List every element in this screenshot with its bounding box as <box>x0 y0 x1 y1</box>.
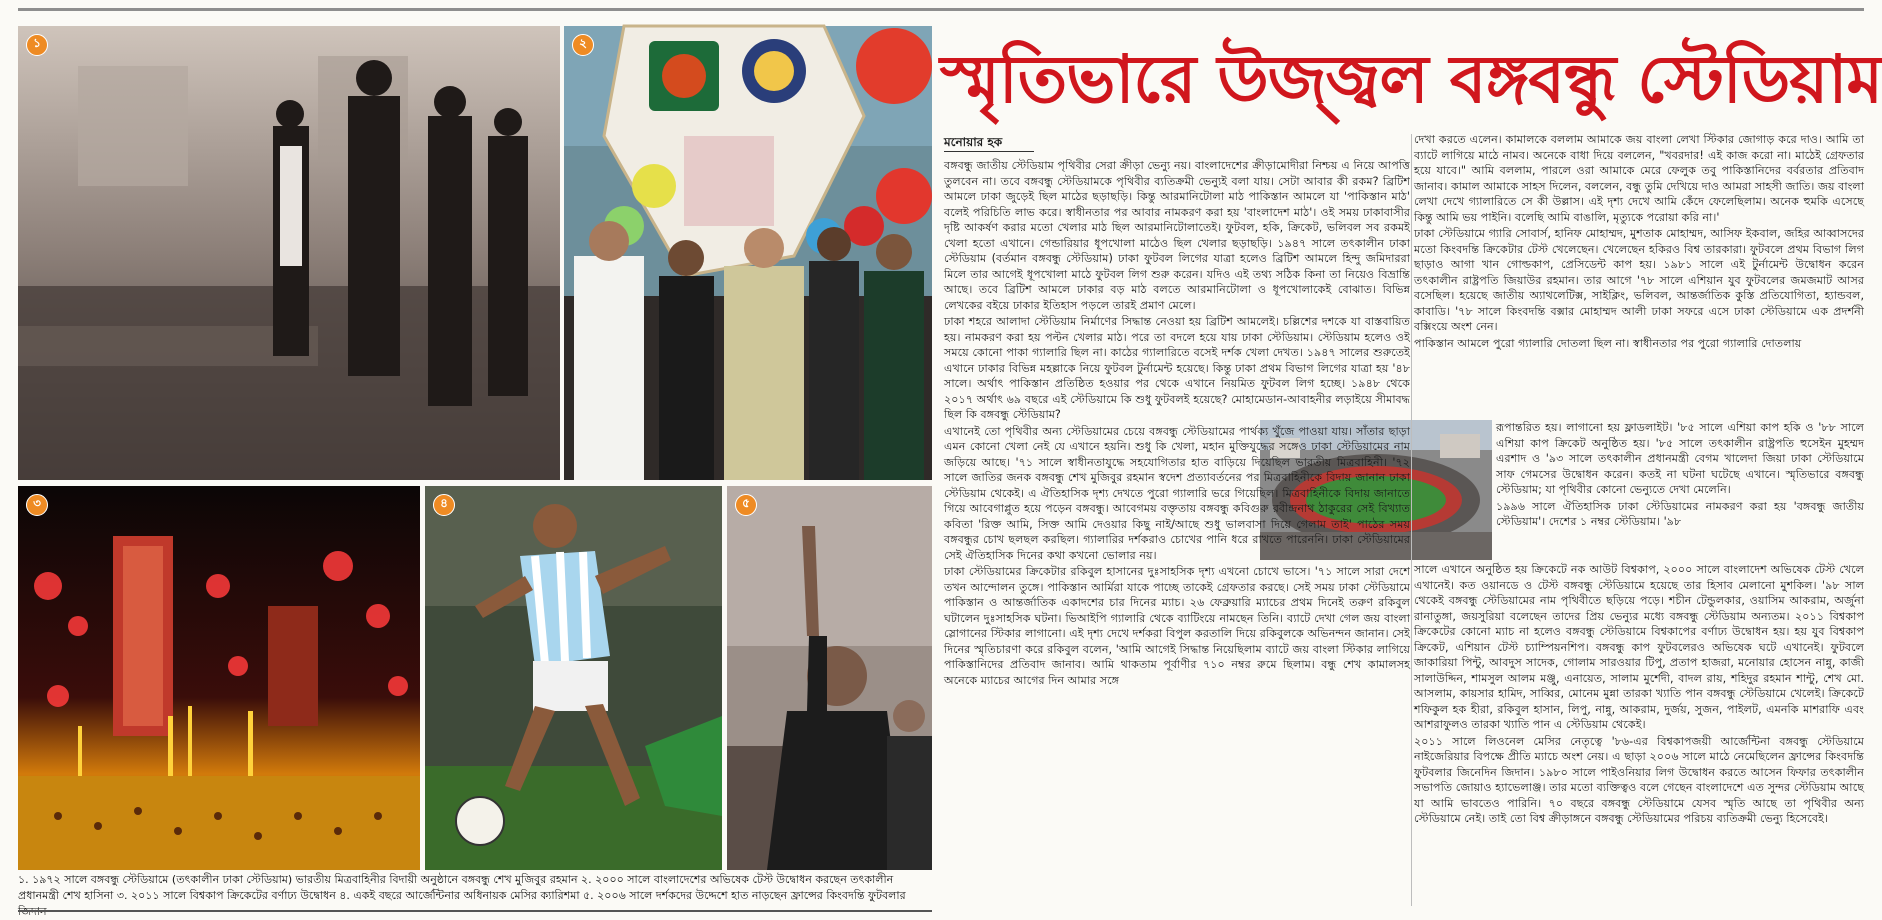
photo-ceremony-image <box>18 26 560 480</box>
photo-number-badge: ৫ <box>735 494 757 516</box>
photo-footballer <box>425 486 722 870</box>
caption-rule <box>18 910 932 912</box>
article-column-2-beside-photo <box>1496 420 1864 560</box>
article-paragraph: দেখা করতে এলেন। কামালকে বললাম আমাকে জয় বাংলা লেখা স্টিকার জোগাড় করে দাও। আমি তা ব্যাটে লাগিয়ে মাঠে নামব। অনেকে বাধা দিয়ে বললেন, "খবরদার! এই কাজ করো না। মাঠেই গ্রেফতার হয়ে যাবে।" আমি বললাম, পারলে ওরা আমাকে মেরে ফেলুক তবু পাকিস্তানিদের বর্বরতার প্রতিবাদ জানাব। কামাল আমাকে সাহস দিলেন, বললেন, বন্ধু তুমি দেখিয়ে দাও আমরা সাহসী জাতি। জয় বাংলা লেখা দেখে গ্যালারিতে সে কী উল্লাস। এই দৃশ্য দেখে আমি কেঁদে ফেলেছিলাম। অনেক হুমকি এসেছে কিন্তু আমি ভয় পাইনি। বলেছি আমি বাঙালি, মৃত্যুকে পরোয়া করি না।' <box>1414 133 1864 224</box>
photo-captions: ১. ১৯৭২ সালে বঙ্গবন্ধু স্টেডিয়ামে (তৎকালীন ঢাকা স্টেডিয়াম) ভারতীয় মিত্রবাহিনীর বিদায়ী অনুষ্ঠানে বঙ্গবন্ধু শেখ মুজিবুর রহমান ২. ২০০০ সালে বাংলাদেশের অভিষেক টেস্ট উদ্বোধন করছেন তৎকালীন প্রধানমন্ত্রী শেখ হাসিনা ৩. ২০১১ সালে বিশ্বকাপ ক্রিকেটের বর্ণাঢ্য উদ্বোধন ৪. একই বছরে আর্জেন্টিনার অধিনায়ক মেসির ক্যারিশমা ৫. ২০০৬ সালে দর্শকদের উদ্দেশে হাত নাড়ছেন ফ্রান্সের কিংবদন্তি ফুটবলার <box>18 873 906 902</box>
article-paragraph: ১৯৯৬ সালে ঐতিহাসিক ঢাকা স্টেডিয়ামের নামকরণ করা হয় 'বঙ্গবন্ধু জাতীয় স্টেডিয়াম'। দেশের ১ নম্বর স্টেডিয়াম। '৯৮ <box>1496 499 1864 528</box>
article-column-2-top <box>1414 132 1864 418</box>
photo-inauguration <box>564 26 932 480</box>
article-column-2-bottom <box>1414 562 1864 908</box>
photo-number-badge: ৩ <box>26 494 48 516</box>
photo-fireworks <box>18 486 420 870</box>
photo-inauguration-image <box>564 26 932 480</box>
photo-footballer-image <box>425 486 722 870</box>
article-paragraph: ২০১১ সালে লিওনেল মেসির নেতৃত্বে '৮৬-এর বিশ্বকাপজয়ী আর্জেন্টিনা বঙ্গবন্ধু স্টেডিয়ামে নাইজেরিয়ার বিপক্ষে প্রীতি ম্যাচে অংশ নেয়। এ ছাড়া ২০০৬ সালে মাঠে নেমেছিলেন ফ্রান্সের কিংবদন্তি ফুটবলার জিনেদিন জিদান। ১৯৮০ সালে পাইওনিয়ার লিগ উদ্বোধন করতে আসেন ফিফার তৎকালীন সভাপতি জোয়াও হ্যাভেলাঞ্জ। তার মতো ব্যক্তিত্বও বলে গেছেন বাংলাদেশে এত সুন্দর স্টেডিয়াম আছে যা আমি ভাবতেও পারিনি। ৭০ বছরে বঙ্গবন্ধু স্টেডিয়ামে যেসব স্মৃতি আছে তা পৃথিবীর অন্য স্টেডিয়ামে নেই। তাই তো বিশ্ব ক্রীড়াঙ্গনে বঙ্গবন্ধু স্টেডিয়ামের পরিচয় ব্যতিক্রমী ভেন্যু হিসেবেই। <box>1414 734 1864 825</box>
photo-waving-player-image <box>727 486 932 870</box>
column-divider <box>1411 134 1412 906</box>
article-paragraph: ঢাকা স্টেডিয়ামে গ্যারি সোবার্স, হানিফ মোহাম্মদ, মুশতাক মোহাম্মদ, আসিফ ইকবাল, জহির আব্বাসদের মতো কিংবদন্তি ক্রিকেটার টেস্ট খেলেছেন। খেলেছেন হকিরও বিশ্ব তারকারা। ফুটবলে প্রথম বিভাগ লিগ ছাড়াও আগা খান গোল্ডকাপ, প্রেসিডেন্ট কাপ হয়। ১৯৮১ সালে এই টুর্নামেন্ট উদ্বোধন করেন তৎকালীন রাষ্ট্রপতি জিয়াউর রহমান। তার আগে '৭৮ সালে এশিয়ান যুব ফুটবলের জমজমাট আসর বসেছিল। হয়েছে জাতীয় অ্যাথলেটিক্স, সাইক্লিং, ভলিবল, আন্তর্জাতিক কুস্তি প্রতিযোগিতা, হ্যান্ডবল, কাবাডি। '৭৮ সালে কিংবদন্তি বক্সার মোহাম্মদ আলী ঢাকা সফরে এসে ঢাকা স্টেডিয়ামে এক প্রদর্শনী বক্সিংয়ে অংশ নেন। <box>1414 227 1864 333</box>
photo-number-badge: ৪ <box>433 494 455 516</box>
article-column-1 <box>944 158 1410 908</box>
photo-ceremony <box>18 26 560 480</box>
top-rule <box>18 8 1864 11</box>
photo-number-badge: ২ <box>572 34 594 56</box>
photo-number-badge: ১ <box>26 34 48 56</box>
article-paragraph: পাকিস্তান আমলে পুরো গ্যালারি দোতলা ছিল না। স্বাধীনতার পর পুরো গ্যালারি দোতলায় <box>1414 336 1802 350</box>
byline: মনোয়ার হক <box>944 134 1034 152</box>
article-paragraph: ঢাকা শহরে আলাদা স্টেডিয়াম নির্মাণের সিদ্ধান্ত নেওয়া হয় ব্রিটিশ আমলেই। চল্লিশের দশকে যা বাস্তবায়িত হয়। নামকরণ করা হয় পল্টন খেলার মাঠ। পরে তা বদলে হয়ে যায় ঢাকা স্টেডিয়াম। স্টেডিয়াম হলেও ওই সময়ে কোনো পাকা গ্যালারি ছিল না। কাঠের গ্যালারিতে বসেই দর্শক খেলা দেখত। ১৯৪৭ সালের শুরুতেই এখানে ঢাকার বিভিন্ন মহল্লাকে নিয়ে ফুটবল টুর্নামেন্ট হয়েছে। কিন্তু ঢাকা প্রথম বিভাগ লিগের যাত্রা হয় '৪৮ সালে। অর্থাৎ পাকিস্তান প্রতিষ্ঠিত হওয়ার পর থেকে এখানে নিয়মিত ফুটবল লিগ হচ্ছে। ১৯৪৮ থেকে ২০১৭ অর্থাৎ ৬৯ বছরে এই স্টেডিয়ামে কি শুধু ফুটবলই হয়েছে? মোহামেডান-আবাহনীর লড়াইয়ে সীমাবদ্ধ ছিল কি বঙ্গবন্ধু স্টেডিয়াম? <box>944 315 1410 421</box>
article-paragraph: এখানেই তো পৃথিবীর অন্য স্টেডিয়ামের চেয়ে বঙ্গবন্ধু স্টেডিয়ামের পার্থক্য খুঁজে পাওয়া যায়। সাঁতার ছাড়া এমন কোনো খেলা নেই যে এখানে হয়নি। শুধু কি খেলা, মহান মুক্তিযুদ্ধের সঙ্গেও ঢাকা স্টেডিয়ামের নাম জড়িয়ে আছে। '৭১ সালে স্বাধীনতাযুদ্ধে সহযোগিতার হাত বাড়িয়ে দিয়েছিল ভারতীয় মিত্রবাহিনী। '৭২ সালে জাতির জনক বঙ্গবন্ধু শেখ মুজিবুর রহমান স্বদেশ প্রত্যাবর্তনের পর মিত্রবাহিনীকে বিদায় জানান ঢাকা স্টেডিয়াম থেকেই। এ ঐতিহাসিক দৃশ্য দেখতে পুরো গ্যালারি ভরে গিয়েছিল। মিত্রবাহিনীকে বিদায় জানাতে গিয়ে আবেগাপ্লুত হয়ে পড়েন বঙ্গবন্ধু। আবেগময় বক্তৃতায় বঙ্গবন্ধু কবিগুরু রবীন্দ্রনাথ ঠাকুরের সেই বিখ্যাত কবিতা 'রিক্ত আমি, সিক্ত আমি দেওয়ার কিছু নাই/আছে শুধু ভালবাসা দিয়ে গেলাম তাই' পাঠের সময় বঙ্গবন্ধুর চোখ ছলছল করছিল। গ্যালারির দর্শকরাও চোখের পানি ধরে রাখতে পারেননি। ঢাকা স্টেডিয়ামের সেই ঐতিহাসিক দিনের কথা কখনো ভোলার নয়। <box>944 424 1410 562</box>
article-paragraph: ঢাকা স্টেডিয়ামের ক্রিকেটার রকিবুল হাসানের দুঃসাহসিক দৃশ্য এখনো চোখে ভাসে। '৭১ সালে সারা দেশে তখন আন্দোলন তুঙ্গে। পাকিস্তান আর্মিরা যাকে পাচ্ছে তাকেই গ্রেফতার করছে। সেই সময় ঢাকা স্টেডিয়ামে পাকিস্তান ও আন্তর্জাতিক একাদশের চার দিনের ম্যাচ। ২৬ ফেব্রুয়ারি ম্যাচের প্রথম দিনেই তরুণ রকিবুল ঘটালেন দুঃসাহসিক ঘটনা। ভিআইপি গ্যালারি থেকে ব্যাটিংয়ে নামছেন তিনি। ব্যাটে দেখা গেল জয় বাংলা স্লোগানের স্টিকার লাগানো। এই দৃশ্য দেখে দর্শকরা বিপুল করতালি দিয়ে রকিবুলকে অভিনন্দন জানান। সেই দিনের স্মৃতিচারণা করে রকিবুল বলেন, 'আমি আগেই সিদ্ধান্ত নিয়েছিলাম ব্যাটে জয় বাংলা স্টিকার লাগিয়ে পাকিস্তানিদের প্রতিবাদ জানাব। আমি থাকতাম পূর্বাণীর ৭১০ নম্বর রুমে ছিলাম। বন্ধু শেখ কামালসহ অনেকে ম্যাচের আগের দিন আমার সঙ্গে <box>944 565 1410 687</box>
article-paragraph: বঙ্গবন্ধু জাতীয় স্টেডিয়াম পৃথিবীর সেরা ক্রীড়া ভেন্যু নয়। বাংলাদেশের ক্রীড়ামোদীরা নিশ্চয় এ নিয়ে আপত্তি তুলবেন না। তবে বঙ্গবন্ধু স্টেডিয়ামকে পৃথিবীর ব্যতিক্রমী ভেন্যুই বলা যায়। সেটা আবার কী রকম? ব্রিটিশ আমলে ঢাকা জুড়েই ছিল মাঠের ছড়াছড়ি। কিন্তু আরমানিটোলা মাঠ পাকিস্তান আমলে যা 'পাকিস্তান মাঠ' বলেই পরিচিতি লাভ করে। স্বাধীনতার পর আবার নামকরণ করা হয় 'বাংলাদেশ মাঠ'। ওই সময় ঢাকাবাসীর দৃষ্টি আকর্ষণ করার মতো খেলার মাঠ ছিল আরমানিটোলাতেই। ফুটবল, হকি, ক্রিকেট, ভলিবল সব রকমই খেলা হতো এখানে। গেন্ডারিয়ার ধূপখোলা মাঠেও ছিল খেলার ছড়াছড়ি। ১৯৪৭ সালে তৎকালীন ঢাকা স্টেডিয়াম (বর্তমান বঙ্গবন্ধু স্টেডিয়াম) ঢাকা ফুটবল লিগের যাত্রা হলেও ব্রিটিশ আমলে হিন্দু জমিদাররা মিলে তার আগেই ধূপখোলা মাঠে ফুটবল লিগ শুরু করেন। যদিও এই তথ্য সঠিক কিনা তা নিয়েও বিভ্রান্তি আছে। তবে ব্রিটিশ আমলে ঢাকার বড় মাঠ বলতে আরমানিটোলা ও ধূপখোলাকেই বোঝাত। বিভিন্ন লেখকের বইয়ে ঢাকার ইতিহাস পড়লে তারই প্রমাণ মেলে। <box>944 159 1410 312</box>
article-paragraph: সালে এখানে অনুষ্ঠিত হয় ক্রিকেটে নক আউট বিশ্বকাপ, ২০০০ সালে বাংলাদেশ অভিষেক টেস্ট খেলে এখানেই। কত ওয়ানডে ও টেস্ট বঙ্গবন্ধু স্টেডিয়ামে হয়েছে তার হিসাব মেলানো মুশকিল। '৯৮ সাল থেকেই বঙ্গবন্ধু স্টেডিয়ামের নাম পৃথিবীতে ছড়িয়ে পড়ে। শচীন টেন্ডুলকার, ওয়াসিম আকরাম, অর্জুনা রানাতুঙ্গা, জয়সুরিয়া বলেছেন তাদের প্রিয় ভেন্যুর মধ্যে বঙ্গবন্ধু স্টেডিয়াম অন্যতম। ২০১১ বিশ্বকাপ ক্রিকেটের কোনো ম্যাচ না হলেও বঙ্গবন্ধু স্টেডিয়ামে বিশ্বকাপের বর্ণাঢ্য উদ্বোধন হয়। হয় যুব বিশ্বকাপ ক্রিকেট, এশিয়ান টেস্ট চ্যাম্পিয়নশিপ। বঙ্গবন্ধু কাপ ফুটবলেরও অভিষেক ঘটে এখানেই। ফুটবলে জাকারিয়া পিন্টু, আবদুস সাদেক, গোলাম সারওয়ার টিপু, প্রতাপ হাজরা, মনোয়ার হোসেন নান্নু, কাজী সালাউদ্দিন, শামসুল আলম মঞ্জু, এনায়েত, সালাম মুর্শেদী, বাদল রায়, শহিদুর রহমান শান্টু, শেখ মো. আসলাম, কায়সার হামিদ, সাব্বির, মোনেম মুন্না তারকা খ্যাতি পান বঙ্গবন্ধু স্টেডিয়ামে খেলেই। ক্রিকেটে শফিকুল হক হীরা, রকিবুল হাসান, লিপু, নান্নু, আকরাম, দুর্জয়, সুজন, পাইলট, এমনকি মাশরাফি এবং আশরাফুলও তারকা খ্যাতি পান এ স্টেডিয়াম থেকেই। <box>1414 563 1864 731</box>
headline: স্মৃতিভারে উজ্জ্বল বঙ্গবন্ধু স্টেডিয়াম <box>940 41 1882 118</box>
article-paragraph: রূপান্তরিত হয়। লাগানো হয় ফ্লাডলাইট। '৮৫ সালে এশিয়া কাপ হকি ও '৮৮ সালে এশিয়া কাপ ক্রিকেট অনুষ্ঠিত হয়। '৮৫ সালে তৎকালীন রাষ্ট্রপতি হুসেইন মুহম্মদ এরশাদ ও '৯৩ সালে তৎকালীন প্রধানমন্ত্রী বেগম খালেদা জিয়া ঢাকা স্টেডিয়ামে সাফ গেমসের উদ্বোধন করেন। কতই না ঘটনা ঘটেছে এখানে। স্মৃতিভারে বঙ্গবন্ধু স্টেডিয়াম; যা পৃথিবীর কোনো ভেন্যুতে দেখা মেলেনি। <box>1496 421 1864 496</box>
photo-fireworks-image <box>18 486 420 870</box>
photo-waving-player <box>727 486 932 870</box>
